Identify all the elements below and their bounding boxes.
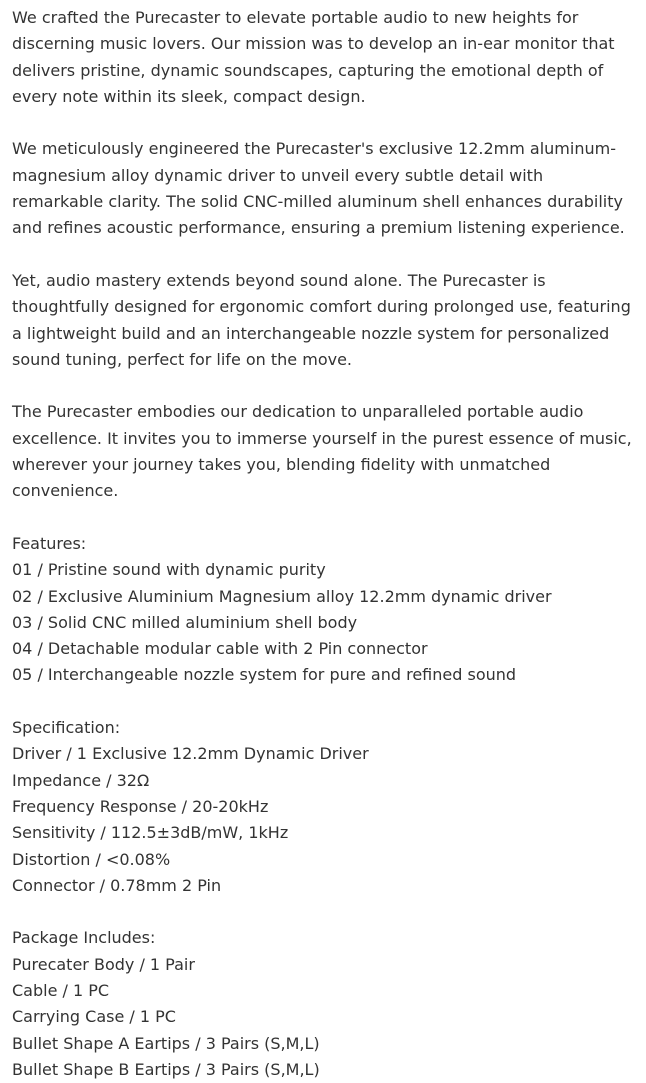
spec-item: Distortion / <0.08% xyxy=(12,849,171,869)
feature-item: 02 / Exclusive Aluminium Magnesium alloy 12.2mm dynamic driver xyxy=(12,586,552,606)
features-title: Features: xyxy=(12,533,87,553)
features-section xyxy=(12,531,634,689)
spec-item: Connector / 0.78mm 2 Pin xyxy=(12,875,222,895)
package-section xyxy=(12,925,634,1083)
description-paragraph-3: Yet, audio mastery extends beyond sound alone. The Purecaster is thoughtfully designed for ergonomic comfort during prolonged use, featuring a lightweight build and an interchangeable nozzle system for personalized sound tuning, perfect for life on the move. xyxy=(12,270,631,369)
package-item: Bullet Shape A Eartips / 3 Pairs (S,M,L) xyxy=(12,1033,320,1053)
spec-item: Driver / 1 Exclusive 12.2mm Dynamic Driver xyxy=(12,744,369,764)
feature-item: 03 / Solid CNC milled aluminium shell body xyxy=(12,612,358,632)
package-item: Cable / 1 PC xyxy=(12,980,110,1000)
feature-item: 01 / Pristine sound with dynamic purity xyxy=(12,560,326,580)
spec-item: Sensitivity / 112.5±3dB/mW, 1kHz xyxy=(12,823,289,843)
description-paragraph-1: We crafted the Purecaster to elevate portable audio to new heights for discerning music lovers. Our mission was to develop an in-ear monitor that delivers pristine, dynamic soundscapes, capturing the emotional depth of every note within its sleek, compact design. xyxy=(12,8,615,106)
spec-item: Impedance / 32Ω xyxy=(12,770,150,790)
specification-title: Specification: xyxy=(12,718,121,738)
description-paragraph-2: We meticulously engineered the Purecaster's exclusive 12.2mm aluminum-magnesium alloy dynamic driver to unveil every subtle detail with remarkable clarity. The solid CNC-milled aluminum shell enhances durability and refines acoustic performance, ensuring a premium listening experience. xyxy=(12,139,625,238)
specification-section xyxy=(12,715,634,899)
package-item: Purecater Body / 1 Pair xyxy=(12,954,195,974)
package-item: Carrying Case / 1 PC xyxy=(12,1007,176,1027)
feature-item: 04 / Detachable modular cable with 2 Pin connector xyxy=(12,639,428,659)
spec-item: Frequency Response / 20-20kHz xyxy=(12,796,269,816)
package-title: Package Includes: xyxy=(12,928,156,948)
package-item: Bullet Shape B Eartips / 3 Pairs (S,M,L) xyxy=(12,1059,320,1079)
description-paragraph-4: The Purecaster embodies our dedication to unparalleled portable audio excellence. It invites you to immerse yourself in the purest essence of music, wherever your journey takes you, blending fidelity with unmatched convenience. xyxy=(12,402,632,501)
feature-item: 05 / Interchangeable nozzle system for pure and refined sound xyxy=(12,665,517,685)
